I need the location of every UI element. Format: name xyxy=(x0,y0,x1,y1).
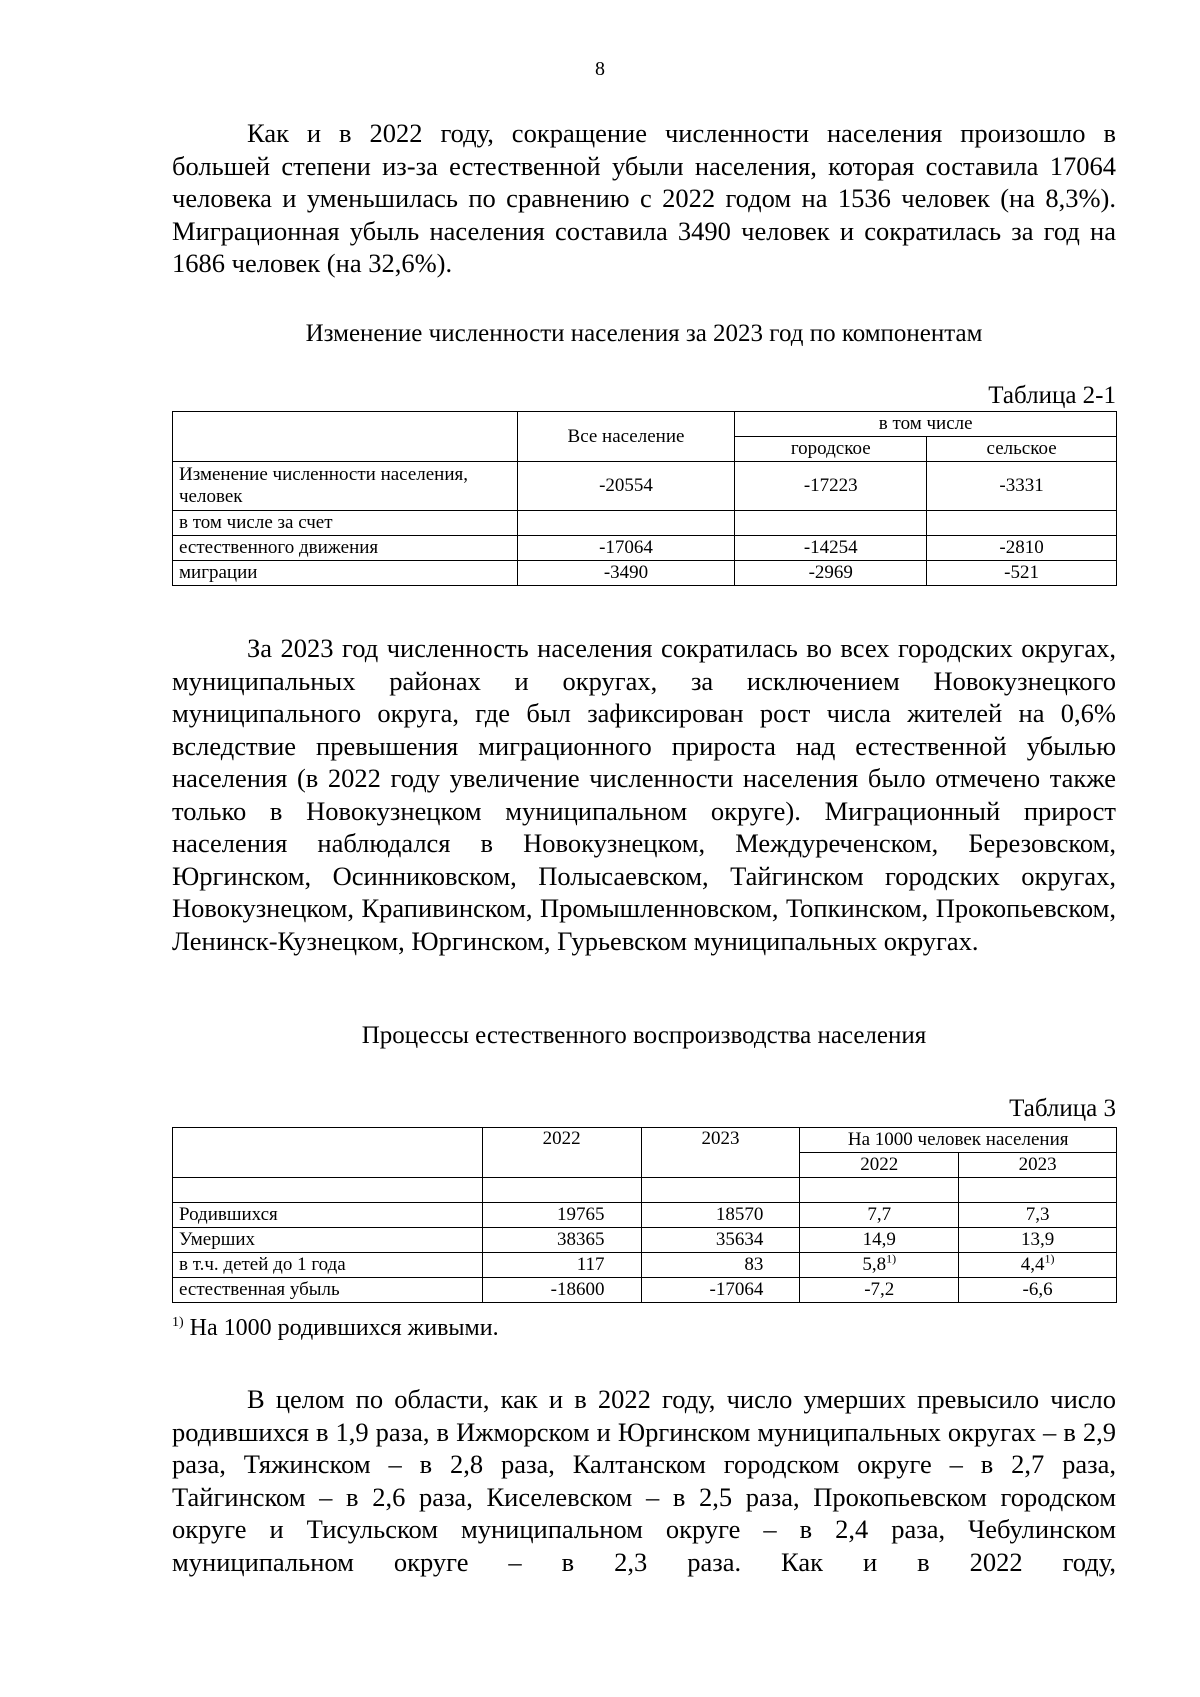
value: 4,4 xyxy=(1020,1254,1045,1275)
paragraph-population-decline: Как и в 2022 году, сокращение численности населения произошло в большей степени из-за естественной убыли населения, которая составила 17064 человека и уменьшилась по сравнению с 2022 годом на 1536 человек (на 8,3%). Миграционная убыль населения составила 3490 человек и сократилась за год на 1686 человек (на 32,6%). xyxy=(172,118,1116,278)
table3-footnote xyxy=(172,1315,499,1342)
cell-per1000-2022 xyxy=(800,1278,959,1303)
table-row xyxy=(173,561,1117,586)
value: 13,9 xyxy=(1020,1229,1055,1250)
cell-2022: 19765 xyxy=(482,1203,641,1228)
table-row xyxy=(173,1203,1117,1228)
table-header-row xyxy=(173,412,1117,437)
cell-all: -3490 xyxy=(517,561,735,586)
spacer-cell xyxy=(959,1178,1117,1203)
header-including: в том числе xyxy=(735,412,1117,437)
cell-2023: 18570 xyxy=(641,1203,800,1228)
header-urban: городское xyxy=(735,437,927,462)
table-row xyxy=(173,462,1117,511)
cell-2022: -18600 xyxy=(482,1278,641,1303)
cell-urban: -17223 xyxy=(735,462,927,511)
cell-2022: 117 xyxy=(482,1253,641,1278)
cell-rural: -2810 xyxy=(927,536,1117,561)
value: 7,3 xyxy=(1025,1204,1050,1225)
page-number: 8 xyxy=(595,58,605,80)
table3-label: Таблица 3 xyxy=(1009,1095,1116,1122)
spacer-cell xyxy=(800,1178,959,1203)
table-row xyxy=(173,511,1117,536)
footnote-mark: 1) xyxy=(172,1315,184,1330)
row-label: Изменение численности населения, человек xyxy=(173,462,518,511)
cell-urban xyxy=(735,511,927,536)
cell-2022: 38365 xyxy=(482,1228,641,1253)
table-row xyxy=(173,1228,1117,1253)
table-header-empty xyxy=(173,412,518,462)
cell-per1000-2023 xyxy=(959,1228,1117,1253)
value: 5,8 xyxy=(862,1254,887,1275)
row-label: Умерших xyxy=(173,1228,483,1253)
header-per-1000: На 1000 человек населения xyxy=(800,1128,1117,1153)
table-header-empty xyxy=(173,1128,483,1178)
row-label: Родившихся xyxy=(173,1203,483,1228)
table-population-change xyxy=(172,411,1117,586)
spacer-cell xyxy=(173,1178,483,1203)
footnote-mark: 1) xyxy=(1044,1251,1055,1266)
table-header-row xyxy=(173,1128,1117,1153)
row-label: в том числе за счет xyxy=(173,511,518,536)
spacer-cell xyxy=(482,1178,641,1203)
table-row xyxy=(173,536,1117,561)
cell-per1000-2023 xyxy=(959,1278,1117,1303)
paragraph-municipal-changes: За 2023 год численность населения сократилась во всех городских округах, муниципальных районах и округах, за исключением Новокузнецкого муниципального округа, где был зафиксирован рост числа жителей на 0,6% вследствие превышения миграционного прироста над естественной убылью населения (в 2022 году увеличение численности населения было отмечено также только в Новокузнецком муниципальном округе). Миграционный прирост населения наблюдался в Новокузнецком, Междуреченском, Березовском, Юргинском, Осинниковском, Полысаевском, Тайгинском городских округах, Новокузнецком, Крапивинском, Промышленновском, Топкинском, Прокопьевском, Ленинск-Кузнецком, Юргинском, Гурьевском муниципальных округах. xyxy=(172,633,1116,956)
cell-per1000-2022 xyxy=(800,1253,959,1278)
cell-per1000-2022 xyxy=(800,1203,959,1228)
cell-urban: -2969 xyxy=(735,561,927,586)
footnote-text: На 1000 родившихся живыми. xyxy=(189,1315,499,1341)
cell-all xyxy=(517,511,735,536)
table1-caption: Изменение численности населения за 2023 год по компонентам xyxy=(305,320,983,347)
cell-per1000-2023 xyxy=(959,1203,1117,1228)
row-label: естественная убыль xyxy=(173,1278,483,1303)
row-label: в т.ч. детей до 1 года xyxy=(173,1253,483,1278)
header-all-population: Все население xyxy=(517,412,735,462)
row-label: естественного движения xyxy=(173,536,518,561)
row-label: миграции xyxy=(173,561,518,586)
table3-caption: Процессы естественного воспроизводства населения xyxy=(361,1022,927,1049)
header-per-1000-2022: 2022 xyxy=(800,1153,959,1178)
spacer-cell xyxy=(641,1178,800,1203)
cell-all: -17064 xyxy=(517,536,735,561)
cell-2023: 83 xyxy=(641,1253,800,1278)
cell-urban: -14254 xyxy=(735,536,927,561)
footnote-mark: 1) xyxy=(886,1251,897,1266)
cell-rural: -521 xyxy=(927,561,1117,586)
header-rural: сельское xyxy=(927,437,1117,462)
cell-per1000-2023 xyxy=(959,1253,1117,1278)
header-2023: 2023 xyxy=(641,1128,800,1178)
table-row xyxy=(173,1253,1117,1278)
table-natural-reproduction xyxy=(172,1127,1117,1303)
cell-2023: 35634 xyxy=(641,1228,800,1253)
cell-2023: -17064 xyxy=(641,1278,800,1303)
cell-all: -20554 xyxy=(517,462,735,511)
cell-rural xyxy=(927,511,1117,536)
table-row xyxy=(173,1278,1117,1303)
cell-rural: -3331 xyxy=(927,462,1117,511)
cell-per1000-2022 xyxy=(800,1228,959,1253)
header-2022: 2022 xyxy=(482,1128,641,1178)
header-per-1000-2023: 2023 xyxy=(959,1153,1117,1178)
table1-label: Таблица 2-1 xyxy=(988,382,1116,409)
value: -7,2 xyxy=(864,1279,895,1300)
value: -6,6 xyxy=(1022,1279,1053,1300)
paragraph-mortality-ratio: В целом по области, как и в 2022 году, число умерших превысило число родившихся в 1,9 раза, в Ижморском и Юргинском муниципальных округах – в 2,9 раза, Тяжинском – в 2,8 раза, Калтанском городском округе – в 2,7 раза, Тайгинском – в 2,6 раза, Киселевском – в 2,5 раза, Прокопьевском городском округе и Тисульском муниципальном округе – в 2,4 раза, Чебулинском муниципальном округе – в 2,3 раза. Как и в 2022 году, xyxy=(172,1384,1116,1577)
value: 7,7 xyxy=(867,1204,892,1225)
value: 14,9 xyxy=(862,1229,896,1250)
table-spacer-row xyxy=(173,1178,1117,1203)
